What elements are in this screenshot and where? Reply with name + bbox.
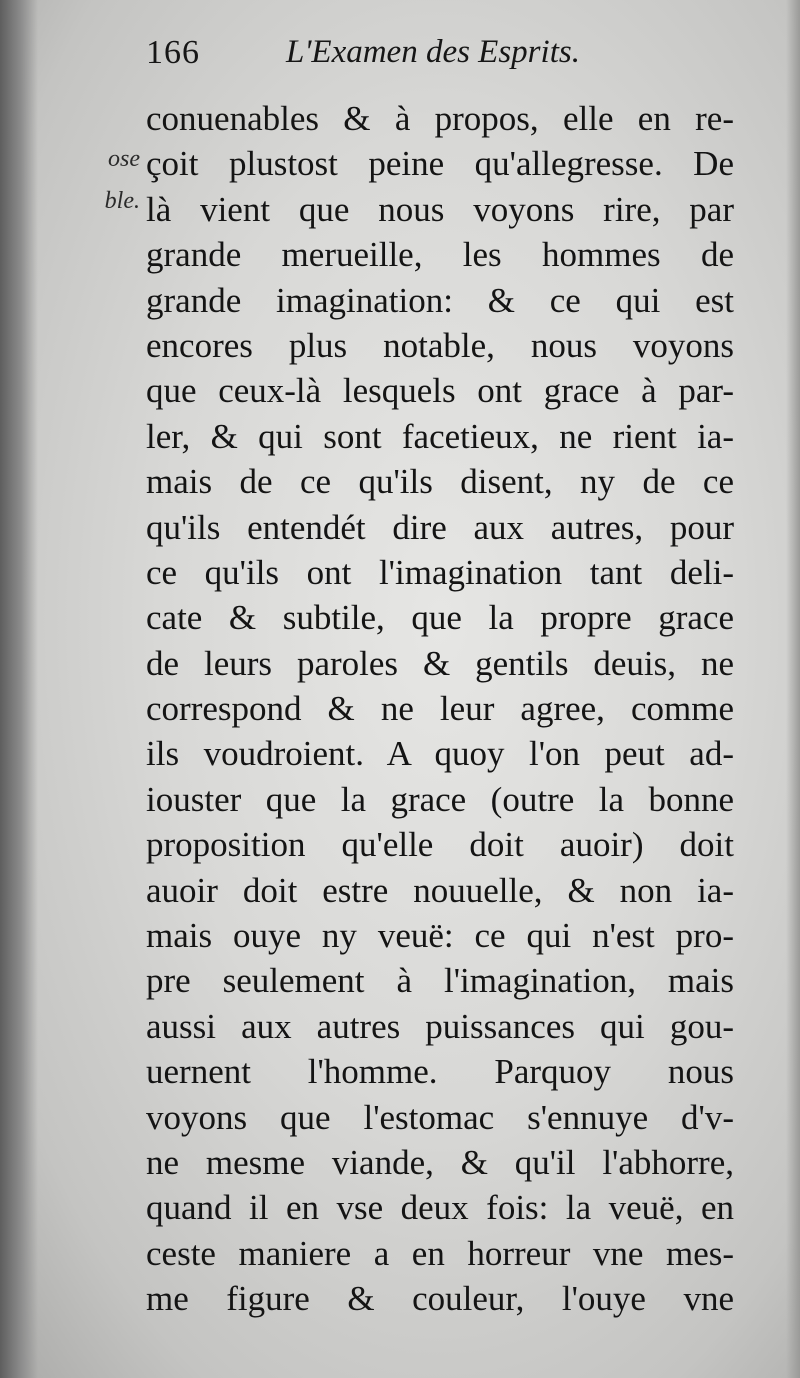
- text-line: proposition qu'elle doit auoir) doit: [146, 825, 734, 865]
- text-line: pre seulement à l'imagination, mais: [146, 961, 734, 1001]
- text-line: voyons que l'estomac s'ennuye d'v-: [146, 1097, 734, 1137]
- text-line: ce qu'ils ont l'imagination tant deli-: [146, 552, 734, 592]
- text-line: qu'ils entendét dire aux autres, pour: [146, 507, 734, 547]
- text-line: encores plus notable, nous voyons: [146, 325, 734, 365]
- text-line: mais de ce qu'ils disent, ny de ce: [146, 462, 734, 502]
- text-line: cate & subtile, que la propre grace: [146, 598, 734, 638]
- page-gutter-shadow: [0, 0, 38, 1378]
- margin-note: ble.: [104, 188, 140, 214]
- text-line: grande merueille, les hommes de: [146, 235, 734, 275]
- running-title: L'Examen des Esprits.: [286, 34, 580, 70]
- body-text: [146, 96, 734, 1322]
- text-line: uernent l'homme. Parquoy nous: [146, 1052, 734, 1092]
- text-line: mais ouye ny veuë: ce qui n'est pro-: [146, 916, 734, 956]
- text-line: iouster que la grace (outre la bonne: [146, 779, 734, 819]
- page-edge-shadow: [786, 0, 800, 1378]
- text-line: correspond & ne leur agree, comme: [146, 689, 734, 729]
- text-line: çoit plustost peine qu'allegresse. De: [146, 144, 734, 184]
- text-line: ceste maniere a en horreur vne mes-: [146, 1233, 734, 1273]
- text-line: quand il en vse deux fois: la veuë, en: [146, 1188, 734, 1228]
- margin-notes: [40, 138, 140, 222]
- text-line: là vient que nous voyons rire, par: [146, 189, 734, 229]
- text-line: me figure & couleur, l'ouye vne: [146, 1279, 734, 1319]
- text-line: auoir doit estre nouuelle, & non ia-: [146, 870, 734, 910]
- text-line: ne mesme viande, & qu'il l'abhorre,: [146, 1142, 734, 1182]
- text-line: grande imagination: & ce qui est: [146, 280, 734, 320]
- page-number: 166: [146, 34, 200, 71]
- margin-note: ose: [108, 146, 140, 172]
- text-line: conuenables & à propos, elle en re-: [146, 99, 734, 138]
- text-line: de leurs paroles & gentils deuis, ne: [146, 643, 734, 683]
- page-header: [146, 34, 686, 84]
- text-line: ils voudroient. A quoy l'on peut ad-: [146, 734, 734, 774]
- text-line: aussi aux autres puissances qui gou-: [146, 1006, 734, 1046]
- text-line: ler, & qui sont facetieux, ne rient ia-: [146, 416, 734, 456]
- text-line: que ceux-là lesquels ont grace à par-: [146, 371, 734, 411]
